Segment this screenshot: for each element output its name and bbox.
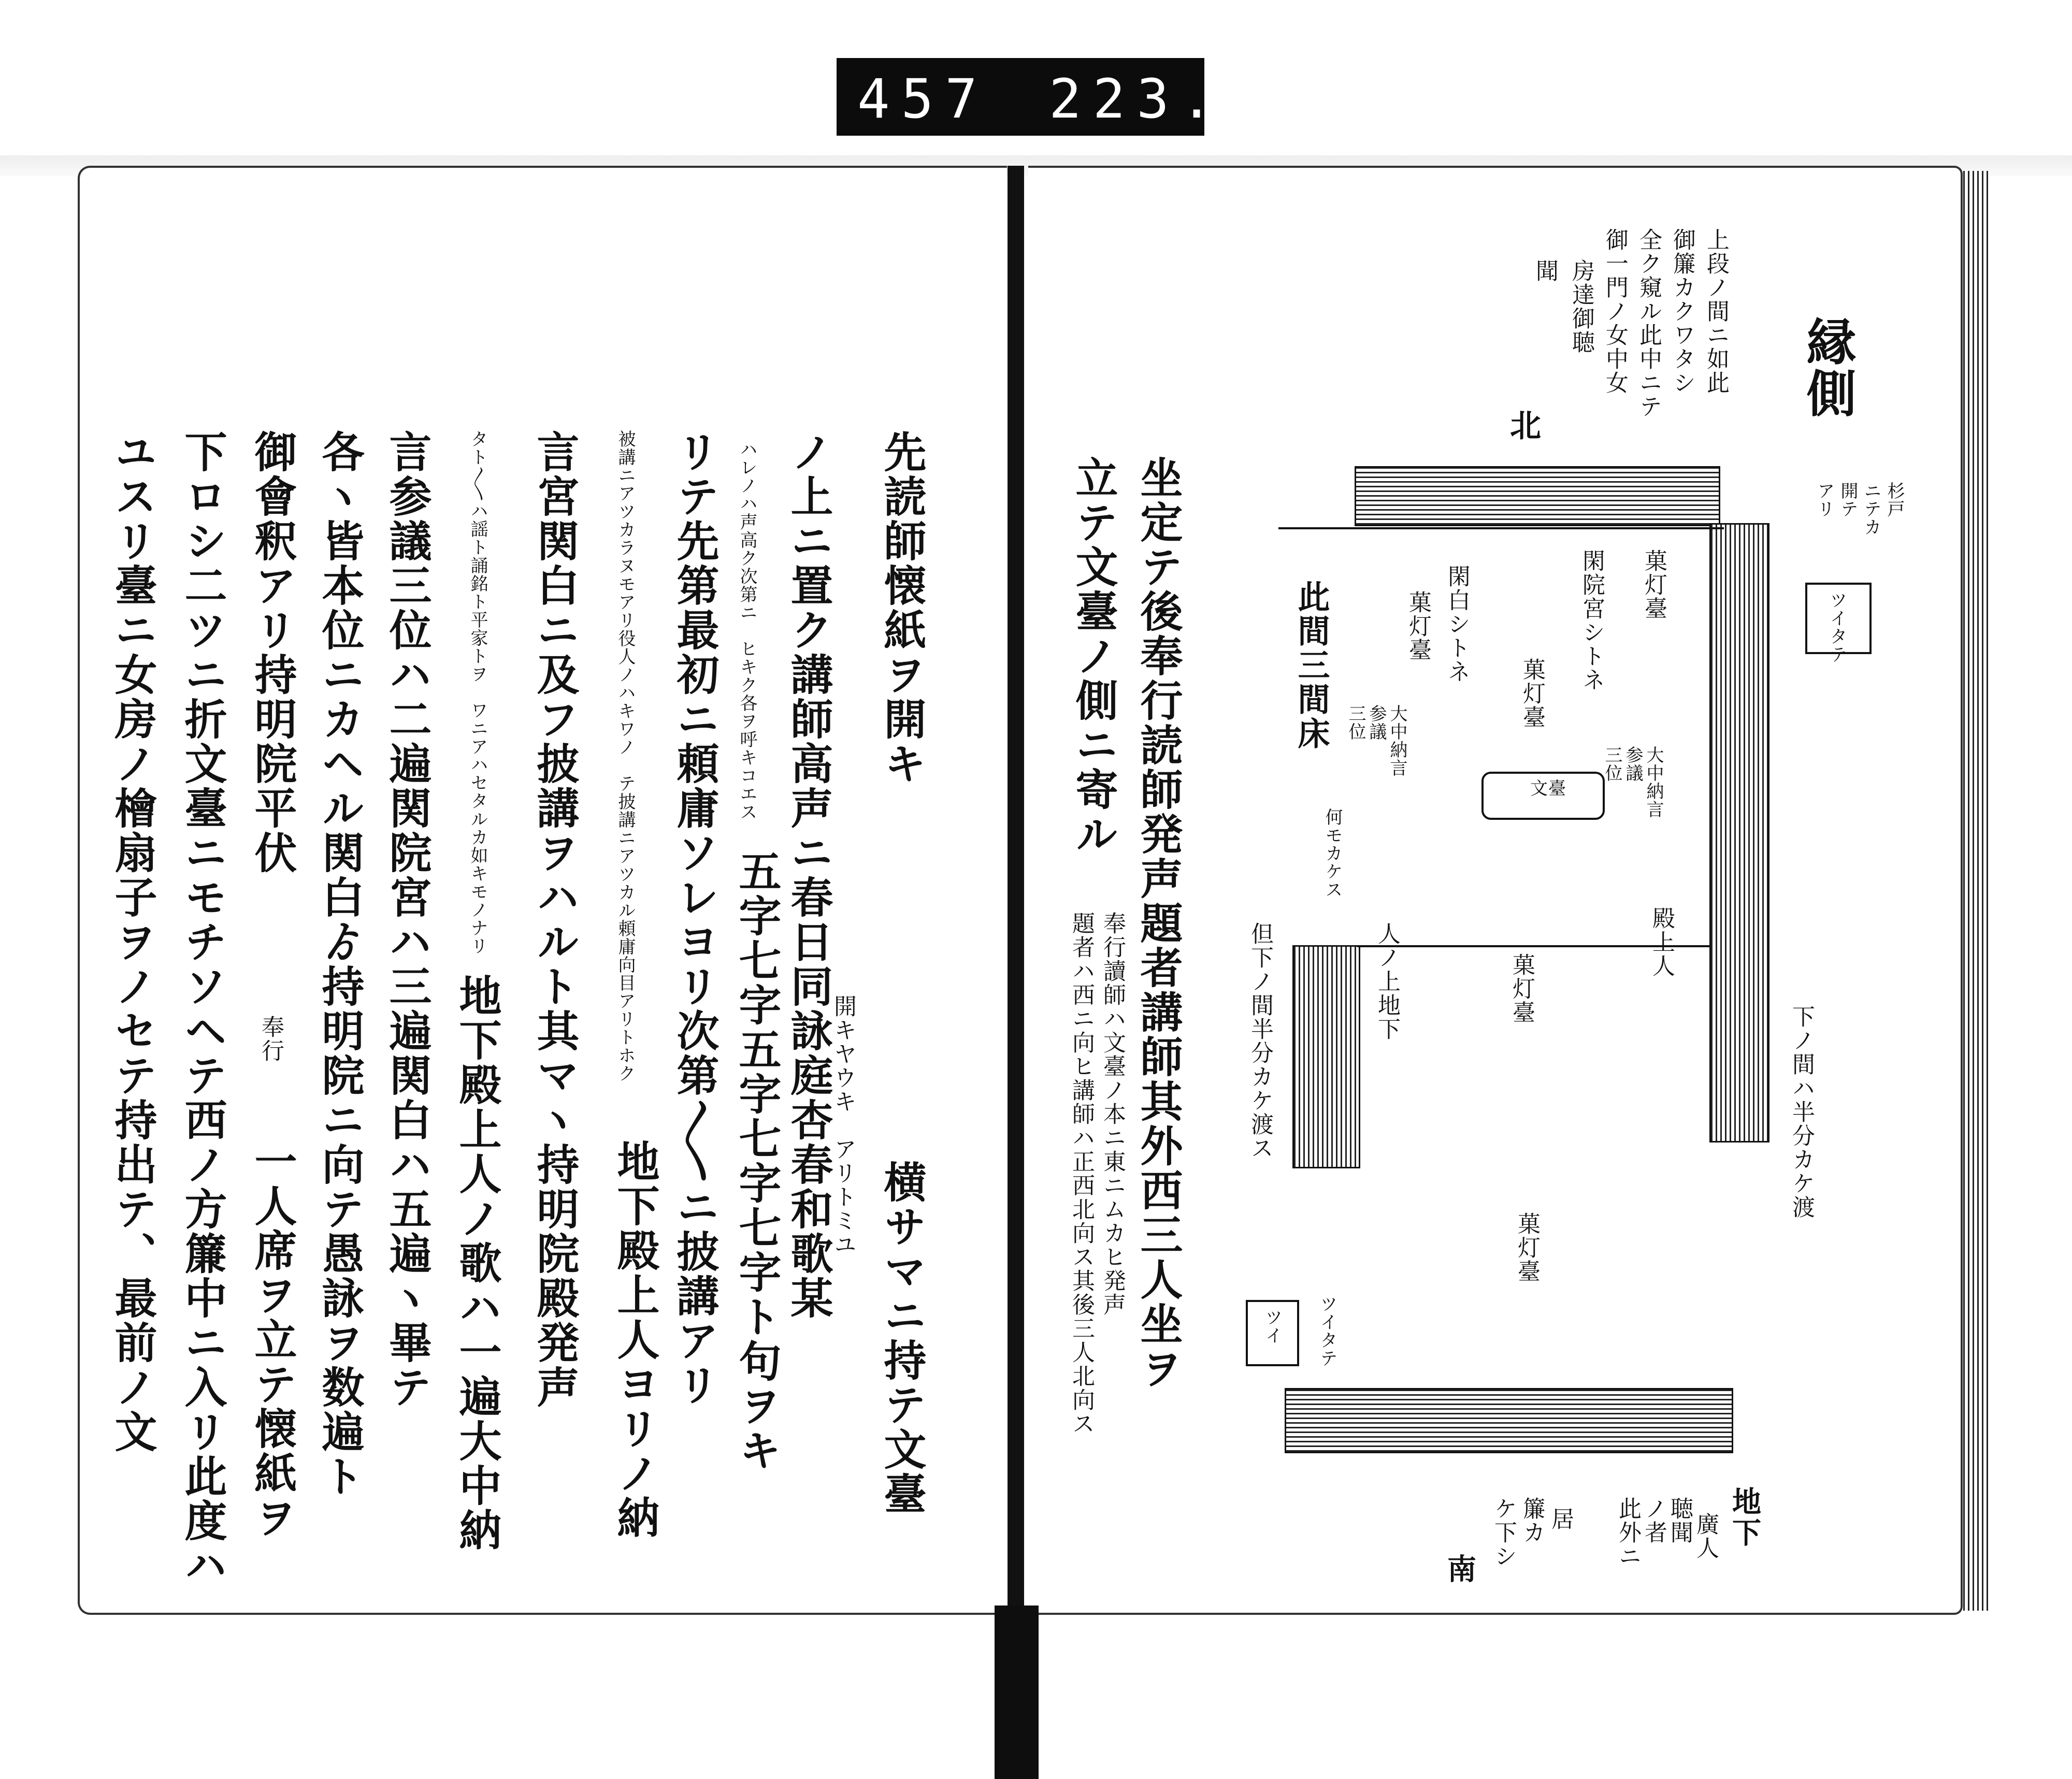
north-note-2: 御簾カクワタシ — [1669, 228, 1695, 395]
door-note-1: 杉戸 — [1884, 482, 1905, 518]
right-col-1: 坐定テ後奉行読師発声題者講師其外西三人坐ヲ — [1133, 456, 1183, 1391]
jige-note-1: 廣人 — [1692, 1512, 1719, 1560]
north-note-6: 聞 — [1532, 259, 1558, 283]
west-note: 但下ノ間半分カケ渡ス — [1247, 922, 1273, 1160]
lamp-label-2: 菓灯臺 — [1519, 658, 1545, 729]
door-screen-box — [1805, 583, 1872, 663]
rank-1: 大中納言 — [1643, 746, 1664, 818]
label-left-number: 457 — [857, 67, 989, 131]
left-col-10: 御會釈アリ持明院平伏 — [248, 430, 297, 875]
jige-seat-label: 人ノ上地下 — [1374, 922, 1400, 1041]
left-col-5-note: 被講ニアツカラヌモアリ役人ノハキワノ テ披講ニアツカル頼庸向目アリトホク — [615, 430, 636, 1082]
rank-left-2: 参議 — [1366, 704, 1387, 741]
left-col-7-note: タト〳〵ハ謡ト誦銘ト平家トヲ ワニアハセタルカ如キモノナリ — [467, 430, 488, 955]
lamp-label-5: 菓灯臺 — [1514, 1212, 1540, 1283]
door-note-3: 開テ — [1837, 482, 1858, 518]
north-note-3: 全ク窺ル此中ニテ — [1635, 228, 1662, 418]
jige-label: 地下 — [1728, 1486, 1762, 1549]
small-screen-label: ツイ — [1262, 1308, 1283, 1344]
left-col-1-note: 開キヤウキ アリトミユ — [830, 994, 856, 1256]
left-col-1: 先読師懐紙ヲ開キ — [877, 430, 927, 786]
left-col-12: ユスリ臺ニ女房ノ檜扇子ヲノセテ持出テ、最前ノ文 — [108, 430, 157, 1454]
left-col-6: 言宮関白ニ及フ披講ヲハルト其マヽ持明院殿発声 — [530, 430, 580, 1410]
east-tatami — [1709, 523, 1769, 1142]
jige-note-3: ノ者 — [1641, 1497, 1667, 1544]
left-col-8: 言参議三位ハ二遍関院宮ハ三遍関白ハ五遍ヽ畢テ — [382, 430, 432, 1410]
right-col-note-2: 題者ハ西ニ向ヒ講師ハ正西北向ス其後三人北向ス — [1068, 912, 1095, 1436]
north-note-4: 御一門ノ女中女 — [1602, 228, 1628, 395]
kanpaku-label: 閑白シトネ — [1444, 565, 1470, 684]
north-tatami — [1355, 466, 1720, 526]
label-right-number: 223. — [1049, 67, 1225, 131]
kono-ma-label: 此間三間床 — [1292, 580, 1330, 751]
spine-tail — [995, 1606, 1039, 1779]
left-col-10b: 一人席ヲ立テ懐紙ヲ — [248, 1139, 297, 1540]
north-note-1: 上段ノ間ニ如此 — [1703, 228, 1729, 395]
jige-note-2: 聴聞 — [1666, 1497, 1693, 1544]
door-screen-label: ツイタテ — [1826, 591, 1847, 663]
right-col-note-1: 奉行讀師ハ文臺ノ本ニ東ニムカヒ発声 — [1099, 912, 1126, 1317]
lamp-label-3: 菓灯臺 — [1405, 590, 1431, 662]
kan-in-label: 閑院宮シトネ — [1578, 549, 1605, 692]
call-number-label — [837, 58, 1225, 136]
lower-note: 下ノ間ハ半分カケ渡 — [1788, 1005, 1815, 1219]
jige-note-6: 簾カ — [1519, 1497, 1545, 1544]
rank-2: 参議 — [1622, 746, 1643, 782]
left-col-7: 地下殿上人ノ歌ハ一遍大中納 — [452, 974, 502, 1553]
west-tatami — [1292, 945, 1360, 1168]
lamp-label-1: 菓灯臺 — [1641, 549, 1667, 620]
tenjo-label: 殿上人 — [1648, 906, 1675, 978]
left-col-4: リテ先第最初ニ頼庸ソレヨリ次第〳〵ニ披講アリ — [670, 430, 720, 1408]
left-col-1b: 横サマニ持テ文臺 — [877, 1160, 927, 1516]
right-col-2: 立テ文臺ノ側ニ寄ル — [1069, 456, 1118, 857]
jige-note-7: ケ下シ — [1490, 1497, 1517, 1568]
page-edge-stack — [1963, 171, 1989, 1611]
small-screen-box — [1246, 1300, 1299, 1366]
north-note-5: 房達御聴 — [1568, 259, 1594, 354]
bundai-label: 文臺 — [1530, 778, 1566, 799]
rank-left-3: 三位 — [1345, 704, 1366, 741]
jige-note-5: 居 — [1547, 1507, 1574, 1531]
diagram-title: 縁側 — [1798, 316, 1857, 420]
door-note-4: アリ — [1814, 482, 1835, 518]
rank-3: 三位 — [1602, 746, 1622, 782]
kono-ma-sub: 何モカケス — [1322, 808, 1343, 899]
bundai-box — [1481, 772, 1605, 820]
left-col-3: 五字七字五字七字七字ト句ヲキ — [732, 849, 782, 1473]
north-label: 北 — [1505, 409, 1541, 442]
north-edge-line — [1278, 527, 1724, 529]
left-col-10-note: 奉行 — [257, 1015, 284, 1063]
jige-note-4: 此外ニ — [1615, 1497, 1641, 1568]
lamp-label-4: 菓灯臺 — [1508, 953, 1535, 1024]
small-screen-note: ツイタテ — [1317, 1295, 1337, 1367]
left-col-11: 下ロシ二ツニ折文臺ニモチソヘテ西ノ方簾中ニ入リ此度ハ — [178, 430, 227, 1588]
left-col-5: 地下殿上人ヨリノ納 — [610, 1139, 660, 1540]
left-col-9: 各ヽ皆本位ニカヘル関白ゟ持明院ニ向テ愚詠ヲ数遍ト — [315, 430, 365, 1499]
left-col-2: ノ上ニ置ク講師高声ニ春日同詠庭杏春和歌某 — [784, 430, 833, 1321]
door-note-2: ニテカ — [1861, 482, 1881, 536]
left-col-3-note: ハレノハ声高ク次第ニ ヒキク各ヲ呼キコエス — [737, 440, 757, 821]
rank-left-1: 大中納言 — [1387, 704, 1407, 777]
book-spine — [1008, 166, 1024, 1779]
south-label: 南 — [1443, 1554, 1477, 1585]
south-tatami — [1285, 1388, 1733, 1453]
